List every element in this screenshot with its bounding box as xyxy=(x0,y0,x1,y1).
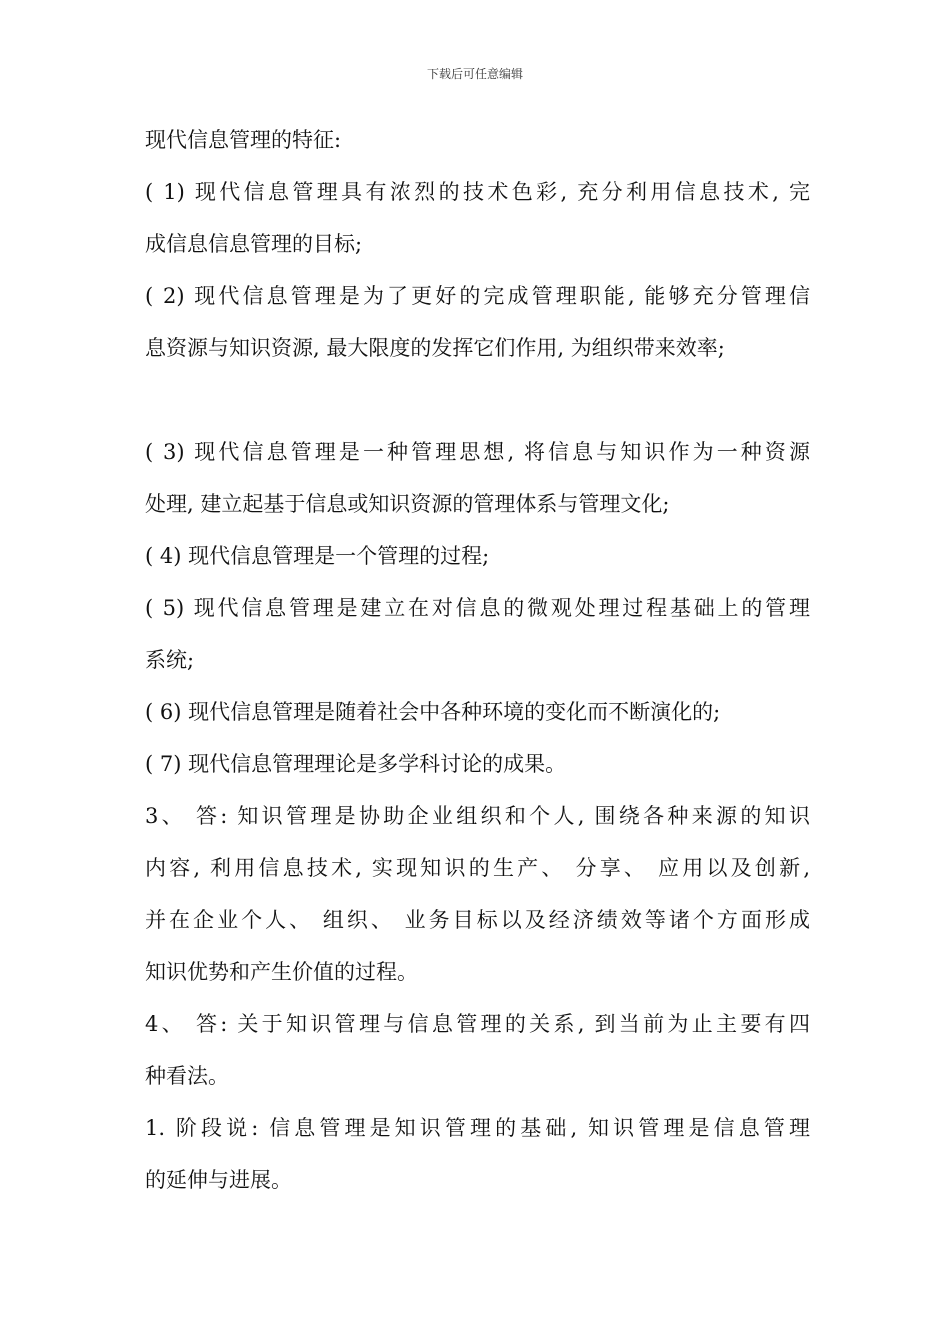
item-5-line-1: ( 5) 现代信息管理是建立在对信息的微观处理过程基础上的管理 xyxy=(145,596,810,620)
paragraph-spacer xyxy=(145,374,810,426)
stage-theory-line-2: 的延伸与进展。 xyxy=(145,1168,292,1192)
item-3-line-2: 处理, 建立起基于信息或知识资源的管理体系与管理文化; xyxy=(145,492,670,516)
item-7: ( 7) 现代信息管理理论是多学科讨论的成果。 xyxy=(145,752,567,776)
section-title: 现代信息管理的特征: xyxy=(145,128,342,152)
answer-3-line-3: 并在企业个人、 组织、 业务目标以及经济绩效等诸个方面形成 xyxy=(145,908,810,932)
answer-3-line-4: 知识优势和产生价值的过程。 xyxy=(145,960,418,984)
item-1-line-2: 成信息信息管理的目标; xyxy=(145,232,363,256)
item-2-line-2: 息资源与知识资源, 最大限度的发挥它们作用, 为组织带来效率; xyxy=(145,336,725,360)
answer-3-line-2: 内容, 利用信息技术, 实现知识的生产、 分享、 应用以及创新, xyxy=(145,856,810,880)
item-5-line-2: 系统; xyxy=(145,648,195,672)
item-6: ( 6) 现代信息管理是随着社会中各种环境的变化而不断演化的; xyxy=(145,700,721,724)
answer-4-line-2: 种看法。 xyxy=(145,1064,229,1088)
item-4: ( 4) 现代信息管理是一个管理的过程; xyxy=(145,544,490,568)
answer-3-line-1: 3、 答: 知识管理是协助企业组织和个人, 围绕各种来源的知识 xyxy=(145,804,810,828)
page-header: 下载后可任意编辑 xyxy=(426,67,523,81)
answer-4-line-1: 4、 答: 关于知识管理与信息管理的关系, 到当前为止主要有四 xyxy=(145,1012,810,1036)
item-1-line-1: ( 1) 现代信息管理具有浓烈的技术色彩, 充分利用信息技术, 完 xyxy=(145,180,810,204)
item-3-line-1: ( 3) 现代信息管理是一种管理思想, 将信息与知识作为一种资源 xyxy=(145,440,810,464)
stage-theory-line-1: 1. 阶段说: 信息管理是知识管理的基础, 知识管理是信息管理 xyxy=(145,1116,810,1140)
item-2-line-1: ( 2) 现代信息管理是为了更好的完成管理职能, 能够充分管理信 xyxy=(145,284,810,308)
document-body xyxy=(145,114,810,1206)
